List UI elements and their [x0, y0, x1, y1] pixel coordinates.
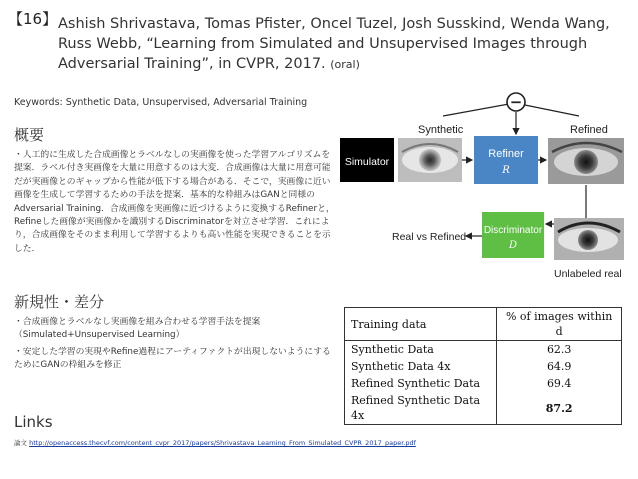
table-row — [345, 392, 622, 425]
results-table — [344, 307, 622, 425]
refined-label: Refined — [570, 124, 608, 136]
refined-eye-image — [548, 138, 624, 184]
table-row — [345, 341, 622, 359]
keywords-line: Keywords: Synthetic Data, Unsupervised, Adversarial Training — [14, 97, 308, 108]
real-vs-refined-label: Real vs Refined — [392, 231, 467, 243]
paper-label: 論文 — [14, 439, 27, 447]
links-row — [14, 438, 416, 447]
citation-text: Ashish Shrivastava, Tomas Pfister, Oncel Tuzel, Josh Susskind, Wenda Wang, Russ Webb, “Learning from Simulated and Unsupervised Images through Adversarial Training”, in CVPR, 2017. — [58, 16, 610, 72]
synthetic-eye-image — [398, 138, 462, 182]
table-header-row — [345, 308, 622, 341]
architecture-figure — [340, 86, 630, 286]
discriminator-symbol: D — [508, 240, 518, 251]
row-label: Refined Synthetic Data — [345, 375, 497, 392]
refiner-symbol: R — [502, 165, 510, 176]
paper-citation — [58, 14, 630, 75]
reference-number: 【16】 — [8, 10, 58, 28]
minus-symbol: − — [509, 93, 523, 111]
row-label: Refined Synthetic Data 4x — [345, 392, 497, 425]
row-value: 69.4 — [546, 377, 572, 390]
column-header-percent-within-d: % of images within d — [497, 308, 622, 341]
refiner-box — [474, 136, 538, 184]
simulator-label: Simulator — [344, 156, 390, 168]
synthetic-connector — [443, 104, 509, 116]
row-label: Synthetic Data — [345, 341, 497, 359]
links-heading: Links — [14, 413, 53, 431]
oral-tag: (oral) — [330, 58, 360, 71]
paper-link[interactable]: http://openaccess.thecvf.com/content_cvpr_2017/papers/Shrivastava_Learning_From_Simulated_CVPR_2017_paper.pdf — [29, 439, 416, 447]
discriminator-label: Discriminator — [483, 225, 543, 236]
overview-text: ・人工的に生成した合成画像とラベルなしの実画像を使った学習アルゴリズムを提案．ラベル付き実画像を大量に用意するのは大変．合成画像は大量に用意可能だが実画像とのギャップから性能が低下する場合がある．そこで，実画像に近い画像を生成して学習するための手法を提案．基本的な枠組みはGANと同様のAdversarial Training．合成画像を実画像に近づけるように変換するRefinerと，Refineした画像が実画像かを識別するDiscriminatorを対立させ学習．これにより，合成画像をそのまま利用して学習するよりも高い性能を実現できることを示した． — [14, 150, 335, 254]
novelty-list — [14, 316, 336, 376]
overview-heading: 概要 — [14, 126, 45, 144]
unlabeled-real-eye-image — [554, 218, 624, 260]
refined-connector — [520, 104, 579, 116]
novelty-item: ・安定した学習の実現やRefine過程にアーティファクトが出現しないようにするためにGANの枠組みを修正 — [14, 346, 331, 371]
row-value-best: 87.2 — [545, 401, 573, 415]
unlabeled-real-label: Unlabeled real — [554, 268, 622, 280]
novelty-item: ・合成画像とラベルなし実画像を組み合わせる学習手法を提案（Simulated+Unsupervised Learning） — [14, 317, 261, 341]
synthetic-label: Synthetic — [418, 124, 464, 136]
row-label: Synthetic Data 4x — [345, 358, 497, 375]
table-row — [345, 358, 622, 375]
table-row — [345, 375, 622, 392]
column-header-training-data: Training data — [345, 308, 497, 341]
row-value: 64.9 — [546, 360, 572, 373]
novelty-heading: 新規性・差分 — [14, 293, 105, 311]
row-value: 62.3 — [546, 343, 572, 356]
refiner-label: Refiner — [488, 148, 524, 160]
